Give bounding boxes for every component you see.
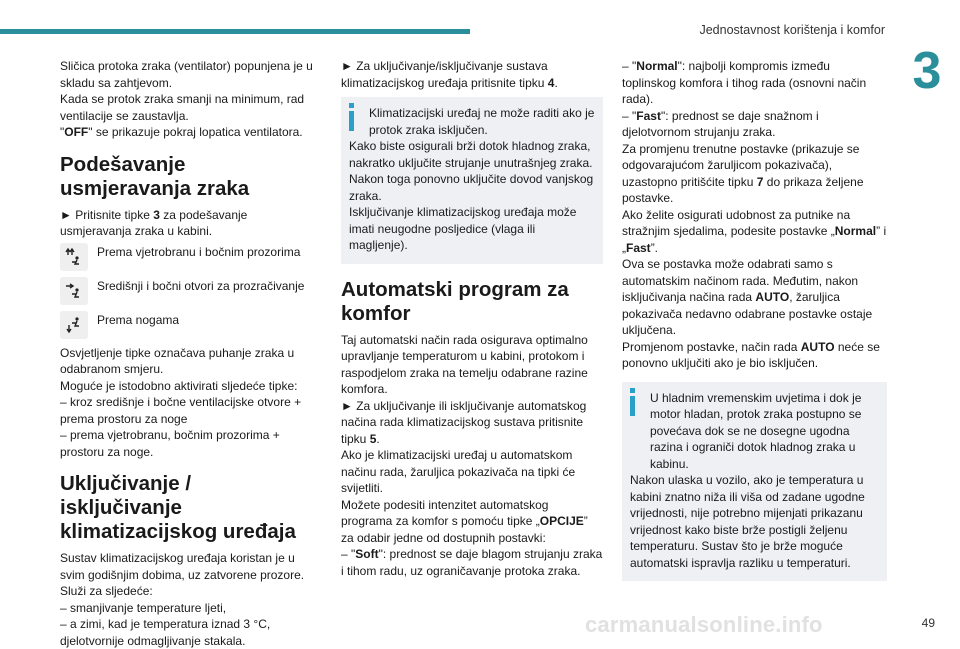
bold-term: OFF	[64, 125, 89, 139]
text-run: ► Za uključivanje ili isključivanje automatskog načina rada klimatizacijskog sustava pritisnite tipku	[341, 398, 587, 446]
text-run: ": najbolji kompromis između toplinskog komfora i tihog rada (osnovni način rada).	[622, 59, 867, 106]
text-run: – "	[622, 59, 637, 73]
heading-ac-on-off: Uključivanje / isključivanje klimatizacijskog uređaja	[60, 472, 296, 543]
icon-row-label: Prema vjetrobranu i bočnim prozorima	[97, 244, 301, 259]
info-icon	[348, 103, 356, 131]
list-item	[622, 58, 887, 108]
text-run: ” i „	[622, 224, 887, 255]
list-item: – kroz središnje i bočne ventilacijske otvore + prema prostoru za noge	[60, 395, 302, 426]
paragraph: Moguće je istodobno aktivirati sljedeće tipke:	[60, 378, 298, 393]
paragraph	[622, 207, 887, 257]
note-text: Isključivanje klimatizacijskog uređaja može imati neugodne posljedice (vlaga ili magljenje).	[349, 205, 577, 252]
paragraph	[622, 256, 887, 339]
column-3	[622, 58, 887, 591]
column-2	[341, 58, 603, 579]
chapter-number: 3	[898, 40, 956, 102]
page-number: 49	[921, 616, 935, 630]
heading-air-direction: Podešavanje usmjeravanja zraka	[60, 152, 250, 200]
text-run: – "	[341, 547, 356, 561]
text-run: ": prednost se daje snažnom i djelotvornom strujanju zraka.	[622, 108, 819, 139]
text-run: .	[376, 431, 380, 446]
setting-name: Normal	[636, 59, 678, 73]
text-run: ► Pritisnite tipke	[60, 207, 154, 222]
text-run: Možete podesiti intenzitet automatskog programa za komfor s pomoću tipke „	[341, 497, 549, 528]
key-number: 4	[547, 75, 555, 90]
note-text: Klimatizacijski uređaj ne može raditi ako je protok zraka isključen.	[369, 106, 595, 137]
text-run: Promjenom postavke, način rada	[622, 339, 801, 354]
info-note	[341, 97, 603, 264]
setting-name: Normal	[834, 224, 877, 238]
paragraph: "OFF" se prikazuje pokraj lopatica ventilatora.	[60, 125, 303, 139]
list-item: – a zimi, kad je temperatura iznad 3 °C, djelotvornije odmagljivanje stakala.	[60, 617, 271, 648]
note-text: Nakon ulaska u vozilo, ako je temperatura u kabini znatno niža ili viša od zadane ugodne vrijednosti, nije potrebno mijenjati prikazanu vrijednost kako biste brže postigli željenu temperaturu. Sustav što je brže moguće automatski ispravlja razliku u temperaturi.	[630, 473, 865, 570]
note-text: U hladnim vremenskim uvjetima i dok je motor hladan, protok zraka postupno se povećava dok se ne dosegne ugodna razina i ograniči dotok hladnog zraka u kabinu.	[650, 390, 862, 471]
text-run: – "	[622, 108, 637, 123]
paragraph: Taj automatski način rada osigurava optimalno upravljanje temperaturom u kabini, protokom i raspodjelom zraka na temelju odabrane razine komfora.	[341, 332, 588, 396]
setting-name: Fast	[636, 108, 661, 123]
paragraph	[341, 497, 603, 547]
airflow-windscreen-icon	[60, 243, 88, 271]
paragraph: Kada se protok zraka smanji na minimum, rad ventilacije se zaustavlja.	[60, 92, 305, 123]
column-1	[60, 58, 318, 649]
header-accent-bar	[0, 29, 470, 34]
key-number: 7	[756, 174, 764, 189]
section-title: Jednostavnost korištenja i komfor	[699, 23, 885, 37]
mode-name: AUTO	[800, 339, 835, 354]
info-icon	[629, 388, 637, 416]
list-item	[341, 546, 603, 579]
text-run: neće se ponovno uključiti ako je bio isključen.	[622, 339, 880, 370]
key-number: 3	[153, 207, 160, 222]
paragraph: Sustav klimatizacijskog uređaja koristan je u svim godišnjim dobima, uz zatvorene prozore.	[60, 551, 305, 582]
text-run: ► Za uključivanje/isključivanje sustava klimatizacijskog uređaja pritisnite tipku	[341, 59, 548, 90]
key-name: OPCIJE	[539, 514, 584, 528]
text-run: se prikazuje pokraj lopatica ventilatora.	[92, 125, 303, 139]
list-item	[622, 108, 887, 141]
setting-name: Soft	[355, 547, 379, 561]
text-run: , žaruljica pokazivača nedavno odabrane postavke ostaje uključena.	[622, 290, 873, 337]
icon-row-vents	[60, 277, 318, 305]
paragraph: Služi za sljedeće:	[60, 584, 153, 598]
icon-row-label: Središnji i bočni otvori za prozračivanje	[97, 278, 305, 293]
text-run: Ova se postavka može odabrati samo s automatskim načinom rada. Međutim, nakon isključivanja načina rada	[622, 257, 859, 304]
text-run: Ako želite osigurati udobnost za putnike na stražnjim sjedalima, podesite postavke „	[622, 207, 851, 238]
paragraph: Ako je klimatizacijski uređaj u automatskom načinu rada, žaruljica pokazivača na tipki će svijetliti.	[341, 448, 576, 495]
icon-row-windscreen	[60, 243, 318, 271]
paragraph: Sličica protoka zraka (ventilator) popunjena je u skladu sa zahtjevom.	[60, 59, 313, 90]
text-run: za podešavanje usmjeravanja zraka u kabini.	[60, 207, 248, 238]
list-item: – smanjivanje temperature ljeti,	[60, 600, 227, 615]
paragraph	[341, 398, 603, 448]
text-run: Za promjenu trenutne postavke (prikazuje se odgovarajućom žaruljicom pokazivača), uzastopno pritišćite tipku	[622, 141, 860, 189]
text-run: ”.	[650, 240, 659, 255]
mode-name: AUTO	[755, 290, 790, 304]
paragraph	[60, 207, 318, 240]
heading-auto-comfort: Automatski program za komfor	[341, 277, 569, 325]
paragraph	[622, 339, 887, 372]
airflow-feet-icon	[60, 311, 88, 339]
info-note	[622, 382, 887, 582]
text-run: do prikaza željene postavke.	[622, 174, 864, 205]
setting-name: Fast	[626, 240, 651, 255]
text-run: ": prednost se daje blagom strujanju zraka i tihom radu, uz ograničavanje protoka zraka.	[341, 547, 603, 578]
text-run: .	[554, 75, 558, 90]
list-item: – prema vjetrobranu, bočnim prozorima + prostoru za noge.	[60, 428, 280, 459]
paragraph	[341, 58, 603, 91]
airflow-vents-icon	[60, 277, 88, 305]
watermark: carmanualsonline.info	[585, 612, 823, 637]
paragraph	[622, 141, 887, 207]
note-text: Kako biste osigurali brži dotok hladnog zraka, nakratko uključite strujanje unutrašnjeg zraka. Nakon toga ponovno uključite dovod vanjskog zraka.	[349, 139, 594, 203]
icon-row-feet	[60, 311, 318, 339]
icon-row-label: Prema nogama	[97, 312, 180, 327]
key-number: 5	[369, 431, 377, 446]
text-run: ” za odabir jedne od dostupnih postavki:	[341, 514, 588, 545]
paragraph: Osvjetljenje tipke označava puhanje zraka u odabranom smjeru.	[60, 345, 295, 376]
